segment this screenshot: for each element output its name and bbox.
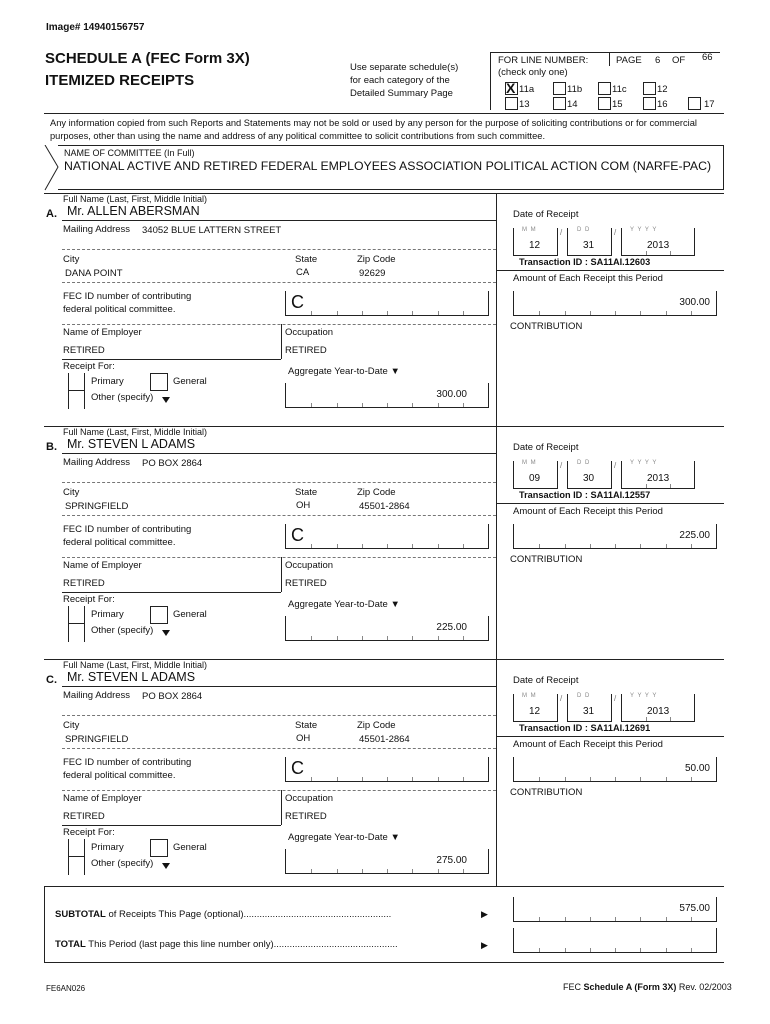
zip-value[interactable]: 45501-2864	[359, 734, 410, 745]
usage-notice: Any information copied from such Reports and Statements may not be sold or used by any person for the purpose of soliciting contributions or for commercial purposes, other than using the name and address of any political committee to solicit contributions from such committee.	[50, 118, 697, 141]
transaction-id: Transaction ID : SA11AI.12691	[519, 723, 651, 733]
aggregate-label: Aggregate Year-to-Date ▼	[288, 599, 400, 610]
memo-text: CONTRIBUTION	[510, 321, 583, 332]
instructions-line-3: Detailed Summary Page	[350, 88, 453, 99]
field-tick	[438, 544, 439, 548]
field-tick	[387, 869, 388, 873]
revision-form-name: Schedule A (Form 3X)	[583, 982, 677, 992]
day-header: D D	[577, 693, 591, 699]
mailing-address[interactable]: PO BOX 2864	[142, 458, 203, 469]
form-code: FE6AN026	[46, 984, 86, 993]
city-value[interactable]: SPRINGFIELD	[65, 501, 129, 512]
fec-id-label-2: federal political committee.	[63, 537, 176, 548]
field-tick	[463, 403, 464, 407]
general-checkbox[interactable]	[150, 373, 168, 391]
day-header: D D	[577, 227, 591, 233]
field-tick	[615, 311, 616, 315]
year-field[interactable]	[621, 228, 695, 256]
line-11b-label: 11b	[567, 84, 583, 95]
field-tick	[590, 777, 591, 781]
general-label: General	[173, 609, 207, 620]
field-tick	[463, 311, 464, 315]
memo-text: CONTRIBUTION	[510, 787, 583, 798]
of-label: OF	[672, 55, 686, 66]
field-tick	[387, 544, 388, 548]
date-of-receipt-label: Date of Receipt	[513, 209, 579, 220]
year-header: Y Y Y Y	[630, 693, 658, 699]
field-tick	[670, 251, 671, 255]
date-slash: /	[560, 461, 563, 470]
amount-each-label: Amount of Each Receipt this Period	[513, 273, 663, 284]
mailing-address-label: Mailing Address	[63, 457, 131, 468]
amount-value: 50.00	[684, 763, 710, 774]
aggregate-value: 225.00	[436, 622, 467, 633]
occupation-label: Occupation	[285, 327, 334, 338]
day-header: D D	[577, 460, 591, 466]
field-tick	[412, 403, 413, 407]
line-11c-checkbox[interactable]	[598, 82, 611, 95]
primary-label: Primary	[91, 609, 124, 620]
fec-id-label-1: FEC ID number of contributing	[63, 291, 192, 302]
month-value: 12	[529, 706, 541, 717]
aggregate-value: 300.00	[436, 389, 467, 400]
date-slash: /	[614, 461, 617, 470]
field-tick	[311, 403, 312, 407]
aggregate-value: 275.00	[436, 855, 467, 866]
field-tick	[539, 777, 540, 781]
form-revision	[563, 982, 732, 992]
field-tick	[615, 948, 616, 952]
contributor-name[interactable]: Mr. ALLEN ABERSMAN	[67, 204, 200, 218]
line-14-label: 14	[567, 99, 578, 110]
field-tick	[438, 403, 439, 407]
fec-id-prefix: C	[291, 525, 304, 545]
city-value[interactable]: SPRINGFIELD	[65, 734, 129, 745]
page-label: PAGE	[616, 55, 642, 66]
aggregate-field[interactable]	[285, 849, 489, 874]
field-tick	[615, 777, 616, 781]
entry-letter: A.	[46, 208, 57, 220]
field-tick	[337, 403, 338, 407]
year-value: 2013	[647, 473, 670, 484]
year-field[interactable]	[621, 461, 695, 489]
aggregate-field[interactable]	[285, 383, 489, 408]
city-label: City	[63, 720, 80, 731]
zip-value[interactable]: 45501-2864	[359, 501, 410, 512]
transaction-id: Transaction ID : SA11AI.12557	[519, 490, 651, 500]
memo-text: CONTRIBUTION	[510, 554, 583, 565]
zip-value[interactable]: 92629	[359, 268, 386, 279]
full-name-label: Full Name (Last, First, Middle Initial)	[63, 427, 208, 437]
receipt-for-label: Receipt For:	[63, 594, 115, 605]
fec-id-label-2: federal political committee.	[63, 770, 176, 781]
field-tick	[311, 636, 312, 640]
page-total: 66	[702, 52, 713, 63]
full-name-label: Full Name (Last, First, Middle Initial)	[63, 660, 208, 670]
general-checkbox[interactable]	[150, 839, 168, 857]
year-value: 2013	[647, 706, 670, 717]
form-subtitle: ITEMIZED RECEIPTS	[45, 72, 195, 89]
day-field[interactable]	[567, 694, 612, 722]
field-tick	[565, 948, 566, 952]
employer-label: Name of Employer	[63, 793, 142, 804]
field-tick	[539, 311, 540, 315]
field-tick	[463, 777, 464, 781]
employer-label: Name of Employer	[63, 560, 142, 571]
subtotal-field[interactable]	[513, 897, 717, 922]
zip-label: Zip Code	[357, 254, 396, 265]
field-tick	[311, 869, 312, 873]
field-tick	[412, 777, 413, 781]
field-tick	[463, 636, 464, 640]
committee-name: NATIONAL ACTIVE AND RETIRED FEDERAL EMPLOYEES ASSOCIATION POLITICAL ACTION COM (NARFE-PAC)	[64, 159, 712, 173]
zip-label: Zip Code	[357, 487, 396, 498]
general-label: General	[173, 376, 207, 387]
field-tick	[640, 917, 641, 921]
mailing-address[interactable]: 34052 BLUE LATTERN STREET	[142, 225, 282, 236]
field-tick	[438, 777, 439, 781]
fec-id-label-1: FEC ID number of contributing	[63, 757, 192, 768]
field-tick	[615, 917, 616, 921]
subtotal-line	[55, 909, 391, 920]
fec-id-field[interactable]	[285, 291, 489, 316]
subtotal-value: 575.00	[679, 903, 710, 914]
month-header: M M	[522, 693, 537, 699]
month-header: M M	[522, 460, 537, 466]
aggregate-field[interactable]	[285, 616, 489, 641]
city-value[interactable]: DANA POINT	[65, 268, 123, 279]
other-specify-label: Other (specify)	[91, 392, 154, 403]
amount-field[interactable]	[513, 291, 717, 316]
other-specify-label: Other (specify)	[91, 625, 154, 636]
year-header: Y Y Y Y	[630, 460, 658, 466]
dropdown-arrow-icon[interactable]	[162, 630, 170, 636]
line-11a-label: 11a	[519, 84, 535, 95]
mailing-address-label: Mailing Address	[63, 690, 131, 701]
field-tick	[539, 948, 540, 952]
line-13-checkbox[interactable]	[505, 97, 518, 110]
field-tick	[590, 311, 591, 315]
state-value[interactable]: CA	[296, 267, 310, 278]
aggregate-label: Aggregate Year-to-Date ▼	[288, 366, 400, 377]
amount-field[interactable]	[513, 757, 717, 782]
field-tick	[646, 717, 647, 721]
field-tick	[412, 636, 413, 640]
instructions-line-2: for each category of the	[350, 75, 450, 86]
day-value: 31	[583, 240, 595, 251]
receipt-for-label: Receipt For:	[63, 827, 115, 838]
mailing-address[interactable]: PO BOX 2864	[142, 691, 203, 702]
general-checkbox[interactable]	[150, 606, 168, 624]
field-tick	[691, 311, 692, 315]
line-17-checkbox[interactable]	[688, 97, 701, 110]
field-tick	[666, 948, 667, 952]
revision-date: Rev. 02/2003	[676, 982, 732, 992]
amount-field[interactable]	[513, 524, 717, 549]
total-arrow-icon: ▶	[481, 940, 488, 950]
entry-letter: C.	[46, 674, 57, 686]
field-tick	[640, 544, 641, 548]
total-label: TOTAL	[55, 939, 86, 950]
day-value: 31	[583, 706, 595, 717]
image-number: Image# 14940156757	[46, 22, 145, 33]
state-label: State	[295, 487, 318, 498]
field-tick	[666, 311, 667, 315]
date-slash: /	[560, 228, 563, 237]
month-field[interactable]	[513, 461, 558, 489]
receipt-for-label: Receipt For:	[63, 361, 115, 372]
day-value: 30	[583, 473, 595, 484]
occupation-label: Occupation	[285, 793, 334, 804]
field-tick	[640, 311, 641, 315]
full-name-label: Full Name (Last, First, Middle Initial)	[63, 194, 208, 204]
field-tick	[670, 717, 671, 721]
dropdown-arrow-icon[interactable]	[162, 863, 170, 869]
entry-letter: B.	[46, 441, 57, 453]
employer-value[interactable]: RETIRED	[63, 345, 105, 356]
date-slash: /	[614, 228, 617, 237]
field-tick	[691, 917, 692, 921]
line-12-label: 12	[657, 84, 668, 95]
fec-id-field[interactable]	[285, 757, 489, 782]
month-header: M M	[522, 227, 537, 233]
field-tick	[640, 948, 641, 952]
field-tick	[337, 544, 338, 548]
line-14-checkbox[interactable]	[553, 97, 566, 110]
field-tick	[539, 917, 540, 921]
city-label: City	[63, 487, 80, 498]
field-tick	[666, 777, 667, 781]
field-tick	[565, 544, 566, 548]
year-field[interactable]	[621, 694, 695, 722]
aggregate-label: Aggregate Year-to-Date ▼	[288, 832, 400, 843]
field-tick	[412, 544, 413, 548]
field-tick	[666, 917, 667, 921]
employer-value[interactable]: RETIRED	[63, 578, 105, 589]
field-tick	[463, 869, 464, 873]
amount-each-label: Amount of Each Receipt this Period	[513, 739, 663, 750]
fec-id-prefix: C	[291, 292, 304, 312]
amount-each-label: Amount of Each Receipt this Period	[513, 506, 663, 517]
year-header: Y Y Y Y	[630, 227, 658, 233]
total-field[interactable]	[513, 928, 717, 953]
field-tick	[337, 311, 338, 315]
occupation-value[interactable]: RETIRED	[285, 811, 327, 822]
line-17-label: 17	[704, 99, 715, 110]
line-13-label: 13	[519, 99, 530, 110]
field-tick	[311, 544, 312, 548]
line-11b-checkbox[interactable]	[553, 82, 566, 95]
field-tick	[646, 484, 647, 488]
field-tick	[565, 917, 566, 921]
check-only-one-label: (check only one)	[498, 67, 568, 78]
field-tick	[311, 311, 312, 315]
committee-bracket-icon	[44, 145, 60, 191]
line-12-checkbox[interactable]	[643, 82, 656, 95]
zip-label: Zip Code	[357, 720, 396, 731]
line-11c-label: 11c	[612, 84, 627, 95]
general-label: General	[173, 842, 207, 853]
field-tick	[691, 544, 692, 548]
field-tick	[362, 403, 363, 407]
amount-value: 225.00	[679, 530, 710, 541]
date-slash: /	[560, 694, 563, 703]
field-tick	[565, 777, 566, 781]
employer-value[interactable]: RETIRED	[63, 811, 105, 822]
mailing-address-label: Mailing Address	[63, 224, 131, 235]
line-16-checkbox[interactable]	[643, 97, 656, 110]
date-of-receipt-label: Date of Receipt	[513, 442, 579, 453]
field-tick	[590, 948, 591, 952]
field-tick	[412, 311, 413, 315]
instructions-line-1: Use separate schedule(s)	[350, 62, 459, 73]
subtotal-label: SUBTOTAL	[55, 909, 106, 920]
contributor-name[interactable]: Mr. STEVEN L ADAMS	[67, 437, 196, 451]
page-number: 6	[655, 55, 661, 66]
field-tick	[615, 544, 616, 548]
subtotal-description: of Receipts This Page (optional)........................................................	[105, 909, 392, 920]
total-line	[55, 939, 398, 950]
state-value[interactable]: OH	[296, 733, 311, 744]
field-tick	[387, 777, 388, 781]
day-field[interactable]	[567, 461, 612, 489]
primary-label: Primary	[91, 842, 124, 853]
field-tick	[463, 544, 464, 548]
field-tick	[362, 544, 363, 548]
field-tick	[666, 544, 667, 548]
employer-label: Name of Employer	[63, 327, 142, 338]
occupation-value[interactable]: RETIRED	[285, 578, 327, 589]
for-line-number-label: FOR LINE NUMBER:	[498, 55, 589, 66]
checkmark-icon: X	[506, 80, 516, 96]
field-tick	[640, 777, 641, 781]
city-label: City	[63, 254, 80, 265]
dropdown-arrow-icon[interactable]	[162, 397, 170, 403]
state-value[interactable]: OH	[296, 500, 311, 511]
transaction-id: Transaction ID : SA11AI.12603	[519, 257, 651, 267]
field-tick	[438, 869, 439, 873]
occupation-value[interactable]: RETIRED	[285, 345, 327, 356]
field-tick	[539, 544, 540, 548]
field-tick	[691, 948, 692, 952]
month-value: 12	[529, 240, 541, 251]
field-tick	[337, 869, 338, 873]
state-label: State	[295, 720, 318, 731]
field-tick	[438, 311, 439, 315]
day-field[interactable]	[567, 228, 612, 256]
field-tick	[311, 777, 312, 781]
field-tick	[590, 917, 591, 921]
month-value: 09	[529, 473, 541, 484]
other-specify-label: Other (specify)	[91, 858, 154, 869]
line-15-checkbox[interactable]	[598, 97, 611, 110]
month-field[interactable]	[513, 694, 558, 722]
field-tick	[646, 251, 647, 255]
field-tick	[337, 777, 338, 781]
field-tick	[691, 777, 692, 781]
primary-label: Primary	[91, 376, 124, 387]
total-description: This Period (last page this line number only)...............................................	[85, 939, 398, 950]
field-tick	[362, 777, 363, 781]
field-tick	[590, 544, 591, 548]
state-label: State	[295, 254, 318, 265]
field-tick	[412, 869, 413, 873]
amount-value: 300.00	[679, 297, 710, 308]
fec-id-field[interactable]	[285, 524, 489, 549]
field-tick	[565, 311, 566, 315]
date-slash: /	[614, 694, 617, 703]
line-11a-checkbox[interactable]	[505, 82, 518, 95]
fec-id-label-2: federal political committee.	[63, 304, 176, 315]
committee-label: NAME OF COMMITTEE (In Full)	[64, 148, 195, 158]
fec-id-label-1: FEC ID number of contributing	[63, 524, 192, 535]
field-tick	[337, 636, 338, 640]
occupation-label: Occupation	[285, 560, 334, 571]
field-tick	[387, 403, 388, 407]
form-title: SCHEDULE A (FEC Form 3X)	[45, 50, 250, 67]
field-tick	[387, 636, 388, 640]
contributor-name[interactable]: Mr. STEVEN L ADAMS	[67, 670, 196, 684]
line-16-label: 16	[657, 99, 668, 110]
field-tick	[387, 311, 388, 315]
month-field[interactable]	[513, 228, 558, 256]
field-tick	[362, 869, 363, 873]
fec-id-prefix: C	[291, 758, 304, 778]
date-of-receipt-label: Date of Receipt	[513, 675, 579, 686]
field-tick	[438, 636, 439, 640]
line-15-label: 15	[612, 99, 623, 110]
year-value: 2013	[647, 240, 670, 251]
field-tick	[362, 311, 363, 315]
field-tick	[362, 636, 363, 640]
field-tick	[670, 484, 671, 488]
revision-prefix: FEC	[563, 982, 584, 992]
subtotal-arrow-icon: ▶	[481, 909, 488, 919]
